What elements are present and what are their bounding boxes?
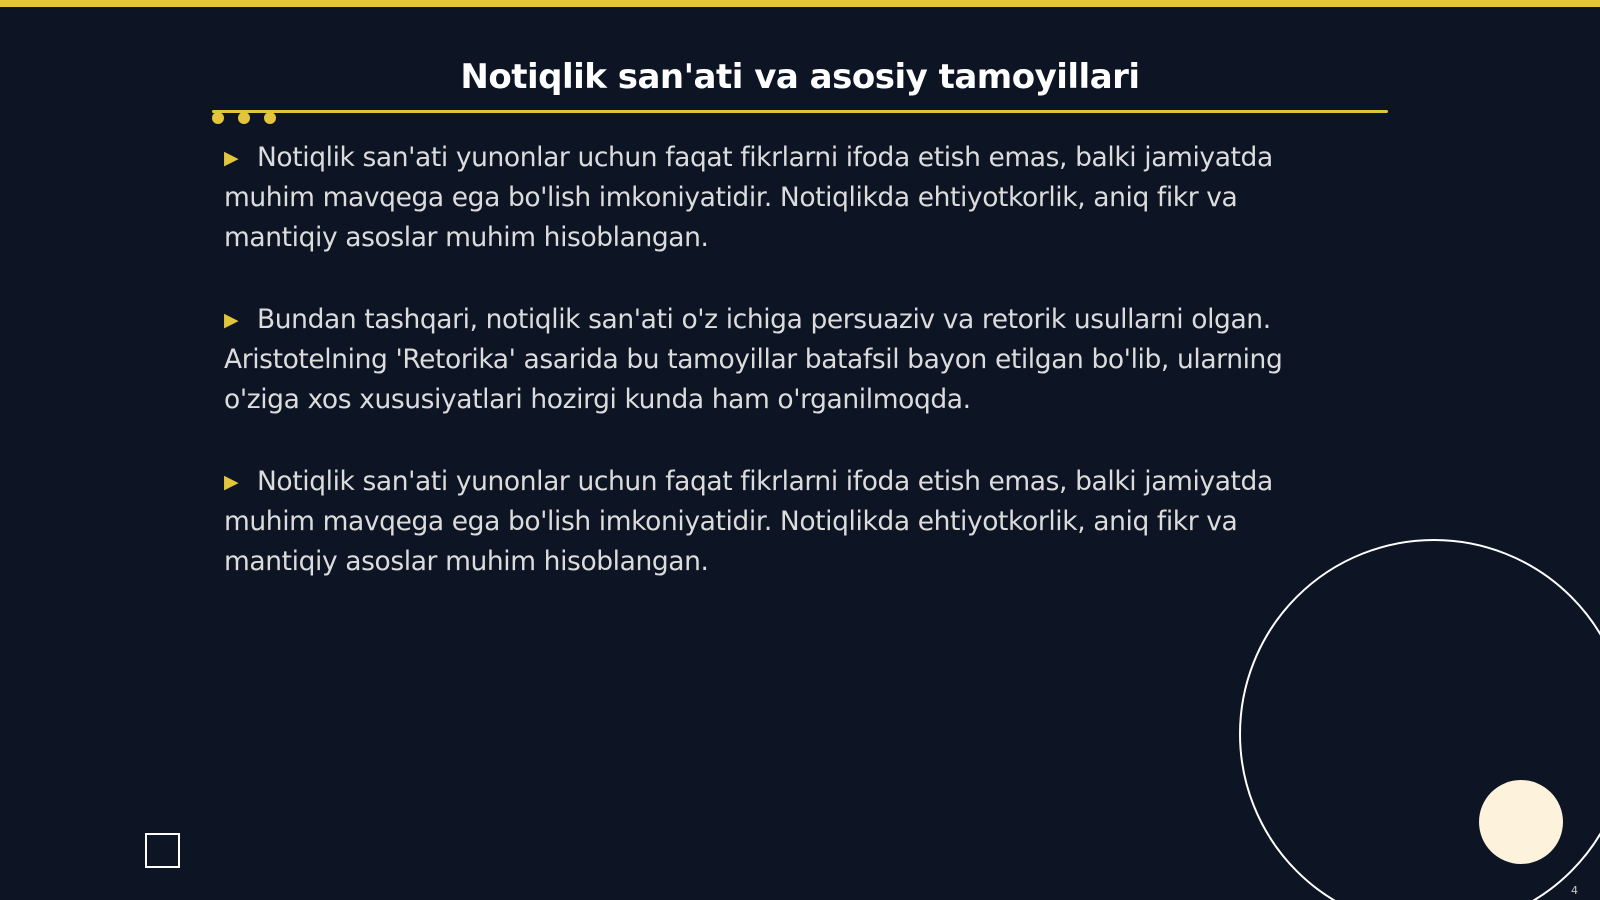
bullet-text: Bundan tashqari, notiqlik san'ati o'z ichiga persuaziv va retorik usullarni olgan. Aristotelning 'Retorika' asarida bu tamoyillar batafsil bayon etilgan bo'lib, ularning o'ziga xos xususiyatlari hozirgi kunda ham o'rganilmoqda.	[224, 304, 1283, 415]
accent-dot	[238, 112, 250, 124]
bullet-text: Notiqlik san'ati yunonlar uchun faqat fikrlarni ifoda etish emas, balki jamiyatda muhim mavqega ega bo'lish imkoniyatidir. Notiqlikda ehtiyotkorlik, aniq fikr va mantiqiy asoslar muhim hisoblangan.	[224, 466, 1273, 577]
decorative-square	[145, 833, 180, 868]
bullet-item	[224, 138, 1342, 258]
bullet-text: Notiqlik san'ati yunonlar uchun faqat fikrlarni ifoda etish emas, balki jamiyatda muhim mavqega ega bo'lish imkoniyatidir. Notiqlikda ehtiyotkorlik, aniq fikr va mantiqiy asoslar muhim hisoblangan.	[224, 142, 1273, 253]
triangle-right-icon: ▶	[224, 471, 239, 493]
decorative-disc	[1479, 780, 1563, 864]
accent-dot	[212, 112, 224, 124]
slide-title: Notiqlik san'ati va asosiy tamoyillari	[460, 57, 1140, 97]
bullet-item	[224, 300, 1342, 420]
title-underline	[212, 110, 1388, 113]
page-number: 4	[1571, 884, 1578, 897]
bullet-item	[224, 462, 1342, 582]
accent-dots	[212, 112, 276, 124]
bullet-list	[224, 138, 1342, 624]
triangle-right-icon: ▶	[224, 309, 239, 331]
top-accent-bar	[0, 0, 1600, 7]
accent-dot	[264, 112, 276, 124]
triangle-right-icon: ▶	[224, 147, 239, 169]
